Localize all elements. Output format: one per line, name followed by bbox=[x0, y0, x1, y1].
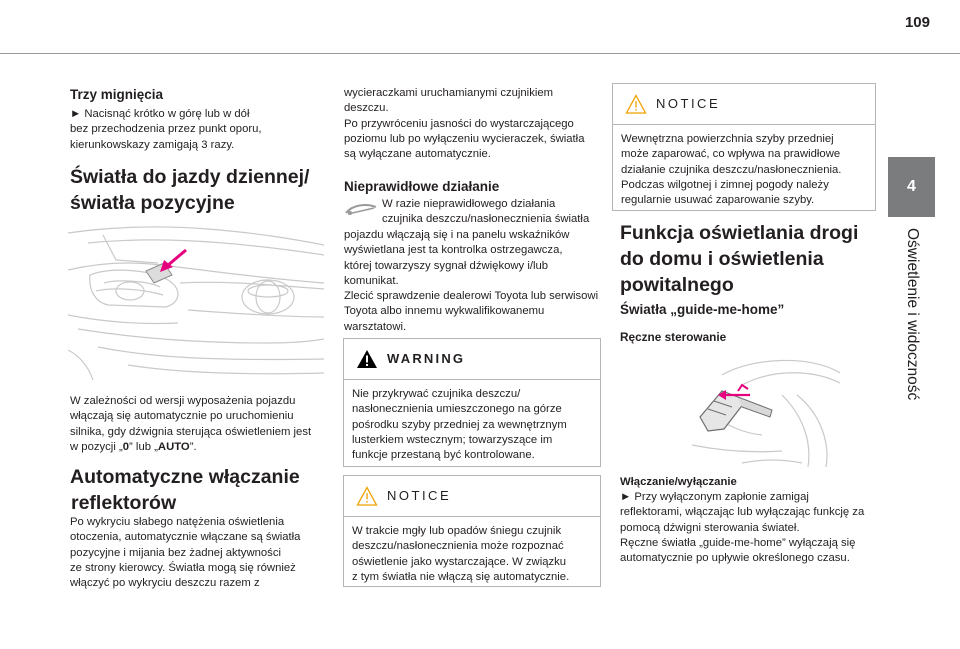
heading-guide-line1: Funkcja oświetlania drogi bbox=[620, 222, 859, 244]
page-number: 109 bbox=[904, 14, 930, 31]
heading-auto-line1: Automatyczne włączanie bbox=[70, 466, 300, 488]
text-continued: wycieraczkami uruchamianymi czujnikiem deszczu. Po przywróceniu jasności do wystarczającego poziomu lub po wyłączeniu wycieraczek, światła są wyłączane automatycznie. bbox=[344, 87, 585, 161]
notice-title-fog: NOTICE bbox=[387, 488, 452, 503]
chapter-number: 4 bbox=[907, 178, 916, 195]
notice-box-fogging bbox=[612, 83, 876, 211]
car-front-illustration bbox=[68, 225, 324, 380]
notice-triangle-icon bbox=[625, 94, 647, 114]
notice-box-fogging-header bbox=[613, 84, 875, 125]
notice-title-fogging: NOTICE bbox=[656, 96, 721, 111]
text-drl-b: ” lub „ bbox=[129, 440, 158, 453]
warning-title: WARNING bbox=[387, 351, 466, 366]
text-drl-bold-auto: AUTO bbox=[157, 440, 190, 453]
heading-guide-function bbox=[620, 220, 880, 298]
light-stalk-illustration bbox=[682, 355, 842, 467]
header-rule bbox=[0, 53, 960, 54]
heading-guide-line2: do domu i oświetlenia bbox=[620, 248, 824, 270]
text-drl-bold-0: 0 bbox=[122, 440, 130, 453]
notice-triangle-icon bbox=[356, 486, 378, 506]
text-drl-a: W zależności od wersji wyposażenia pojazdu włączają się automatycznie po uruchomieniu silnika, gdy dźwignia sterująca oświetleniem jest w pozycji „ bbox=[70, 395, 312, 453]
heading-drl-line1: Światła do jazdy dziennej/ bbox=[70, 166, 310, 188]
notice-box-fog-header bbox=[344, 476, 600, 517]
heading-manual-control: Ręczne sterowanie bbox=[620, 330, 727, 344]
chapter-title-vertical bbox=[887, 228, 937, 418]
text-drl-c: ”. bbox=[189, 440, 197, 453]
heading-drl bbox=[70, 164, 340, 216]
text-malfunction: pojazdu włączają się i na panelu wskaźników wyświetlana jest ta kontrolka ostrzegawcza, której towarzyszy sygnał dźwiękowy i/lub komunikat. Zlecić sprawdzenie dealerowi Toyota lub serwisowi Toyota albo innemu wykwalifikowanemu warsztatowi. bbox=[344, 229, 599, 333]
warning-triangle-icon bbox=[356, 349, 378, 369]
notice-text-fogging: Wewnętrzna powierzchnia szyby przedniej może zaparować, co wpływa na prawidłowe działanie czujnika deszczu/nasłonecznienia. Podczas wilgotnej i zimnej pogody należy regularnie usuwać zaparowanie szyby. bbox=[621, 133, 842, 207]
text-auto-headlamps: Po wykryciu słabego natężenia oświetlenia otoczenia, automatycznie włączane są światła pozycyjne i mijania bez żadnej aktywności ze strony kierowcy. Światła mogą się również włączyć po wykryciu deszczu razem z bbox=[70, 516, 301, 590]
heading-guide-me-home: Światła „guide-me-home” bbox=[620, 302, 785, 317]
text-on-off: ► Przy wyłączonym zapłonie zamigaj reflektorami, włączając lub wyłączając funkcję za pomocą dźwigni sterowania świateł. Ręczne światła „guide-me-home” wyłączają się automatycznie po upływie określonego czasu. bbox=[620, 491, 865, 565]
text-triple-flash: ► Nacisnąć krótko w górę lub w dół bez przechodzenia przez punkt oporu, kierunkowskazy zamigają 3 razy. bbox=[70, 108, 262, 151]
warning-text: Nie przykrywać czujnika deszczu/ nasłonecznienia umieszczonego na górze pośrodku szyby przedniej za wewnętrznym lusterkiem wstecznym; towarzyszące im funkcje przestaną być kontrolowane. bbox=[352, 388, 567, 462]
notice-text-fog: W trakcie mgły lub opadów śniegu czujnik deszczu/nasłonecznienia może rozpoznać oświetlenie jako wystarczające. W związku z tym światła nie włączą się automatycznie. bbox=[352, 525, 570, 583]
heading-auto-line2: reflektorów bbox=[71, 492, 177, 514]
heading-auto-headlamps bbox=[70, 464, 345, 516]
text-drl bbox=[70, 394, 345, 455]
warning-box-header bbox=[344, 339, 600, 380]
heading-triple-flash: Trzy mignięcia bbox=[70, 87, 164, 102]
wiper-warning-icon bbox=[344, 197, 378, 217]
heading-on-off: Włączanie/wyłączanie bbox=[620, 476, 737, 488]
warning-box bbox=[343, 338, 601, 467]
text-malfunction-indent: W razie nieprawidłowego działania czujnika deszczu/nasłonecznienia światła bbox=[382, 198, 590, 226]
heading-drl-line2: światła pozycyjne bbox=[70, 192, 235, 214]
notice-box-fog bbox=[343, 475, 601, 587]
chapter-tab bbox=[888, 157, 935, 217]
heading-malfunction: Nieprawidłowe działanie bbox=[344, 179, 500, 194]
heading-guide-line3: powitalnego bbox=[620, 274, 734, 296]
chapter-title: Oświetlenie i widoczność bbox=[904, 228, 921, 401]
